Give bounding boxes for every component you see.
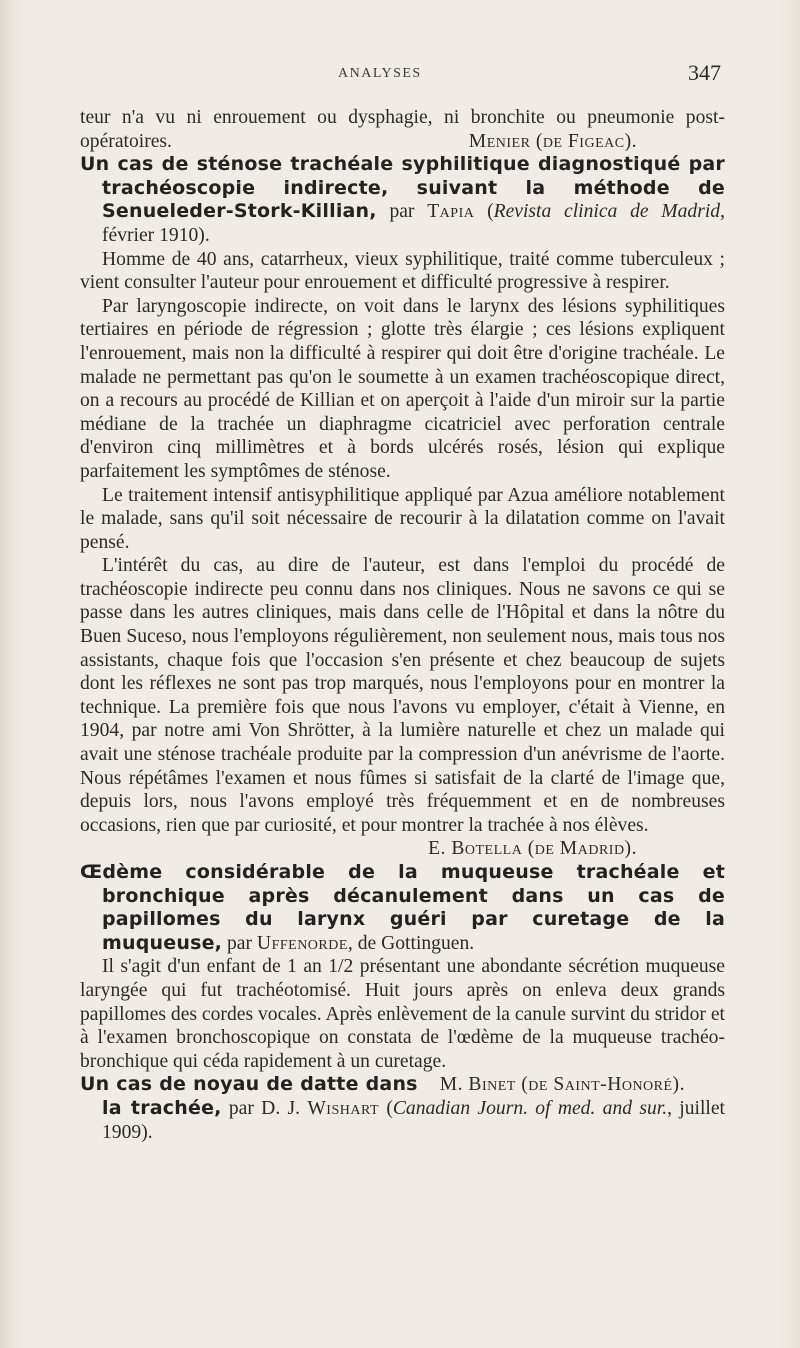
article-3-source-journal: Canadian Journ. of med. and sur. [392,1097,668,1119]
article-2-title: Œdème considérable de la muqueuse trachéale et bronchique après décanulement dans un cas de papillomes du larynx guéri par curetage de la muqueuse, [80,861,725,954]
article-1-source-open: ( [487,201,494,223]
page-number: 347 [688,60,721,85]
article-1-paragraph: Homme de 40 ans, catarrheux, vieux syphilitique, traité comme tuberculeux ; vient consulter l'auteur pour enrouement et difficulté progressive à respirer. [80,248,725,294]
article-3-author: Wishart [307,1097,380,1119]
article-1-paragraph: L'intérêt du cas, au dire de l'auteur, est dans l'emploi du procédé de trachéoscopie indirecte peu connu dans nos cliniques. Nous ne savons ce qui se passe dans les autres cliniques, mais dans celle de l'Hôpital et dans la nôtre du Buen Suceso, nous l'employons régulièrement, non seulement nous, mais tous nos assistants, chaque fois que l'occasion s'en présente et chez beaucoup de sujets dont les réflexes ne sont pas trop marqués, nous l'employons pour en montrer la technique. La première fois que nous l'avons vu employer, c'était à Vienne, en 1904, par notre ami Von Shrötter, à la lumière naturelle et chez un malade qui avait une sténose trachéale produite par la compression d'un anévrisme de l'aorte. Nous répétâmes l'examen et nous fûmes si satisfait de la clarté de l'image que, depuis lors, nous l'avons employé très fréquemment et en de nombreuses occasions, rien que par curiosité, et pour montrer la trachée à nos élèves. [80,555,725,836]
continuation-signature: Menier (de Figeac). [468,130,637,152]
article-2-signature: M. Binet (de Saint-Honoré). [439,1074,685,1096]
article-1-by: par [389,201,415,223]
running-head: ANALYSES [338,66,422,81]
article-3-source-open: ( [386,1097,393,1119]
article-1-signature [80,837,725,861]
continuation-paragraph [80,106,725,153]
page-header [0,60,800,90]
article-3-by: par D. J. [228,1097,301,1119]
article-2-author: Uffenorde [256,932,348,954]
text-body [80,106,725,1144]
article-1-paragraph: Par laryngoscopie indirecte, on voit dans le larynx des lésions syphilitiques tertiaires en période de régression ; glotte très élargie ; ces lésions expliquent l'enrouement, mais non la difficulté à respirer qui doit être d'origine trachéale. Le malade ne permettant pas qu'on le soumette à un examen trachéoscopique direct, on a recours au procédé de Killian et on aperçoit à l'aide d'un miroir sur la partie médiane de la trachée un diaphragme cicatriciel avec perforation centrale d'environ cinq millimètres et à bords ulcérés rosés, lésion qui explique parfaitement les symptômes de sténose. [80,295,725,482]
article-1-heading [80,153,725,247]
continuation-text: teur n'a vu ni enrouement ou dysphagie, ni bronchite ou pneumonie post-opératoires. [80,107,725,152]
article-2-paragraph-text: Il s'agit d'un enfant de 1 an 1/2 présentant une abondante sécrétion muqueuse laryngée qui fut trachéotomisé. Huit jours après on enleva deux grands papillomes des cordes vocales. Après enlèvement de la canule survint du stridor et à l'examen bronchoscopique on constata de l'œdème de la muqueuse trachéo-bronchique qui céda rapidement à un curetage. [80,956,725,1072]
article-1-signature-text: E. Botella (de Madrid). [428,838,637,860]
article-1-paragraph: Le traitement intensif antisyphilitique appliqué par Azua améliore notablement le malade, sans qu'il soit nécessaire de recourir à la dilatation comme on l'avait pensé. [80,484,725,553]
article-3-title: Un cas de noyau de datte dans la trachée, [80,1073,418,1119]
article-2-by: par [226,932,253,954]
article-1-title: Un cas de sténose trachéale syphilitique diagnostiqué par trachéoscopie indirecte, suivant la méthode de Senueleder-Stork-Killian, [80,153,725,223]
article-1-author: Tapia [427,201,475,223]
article-2-place: , de Gottinguen. [347,932,475,954]
article-1-source-date: , février 1910). [102,201,725,246]
article-1-source-journal: Revista clinica de Madrid [493,201,721,223]
article-2-heading [80,861,725,955]
article-3-source-date: , juillet 1909). [102,1097,726,1143]
